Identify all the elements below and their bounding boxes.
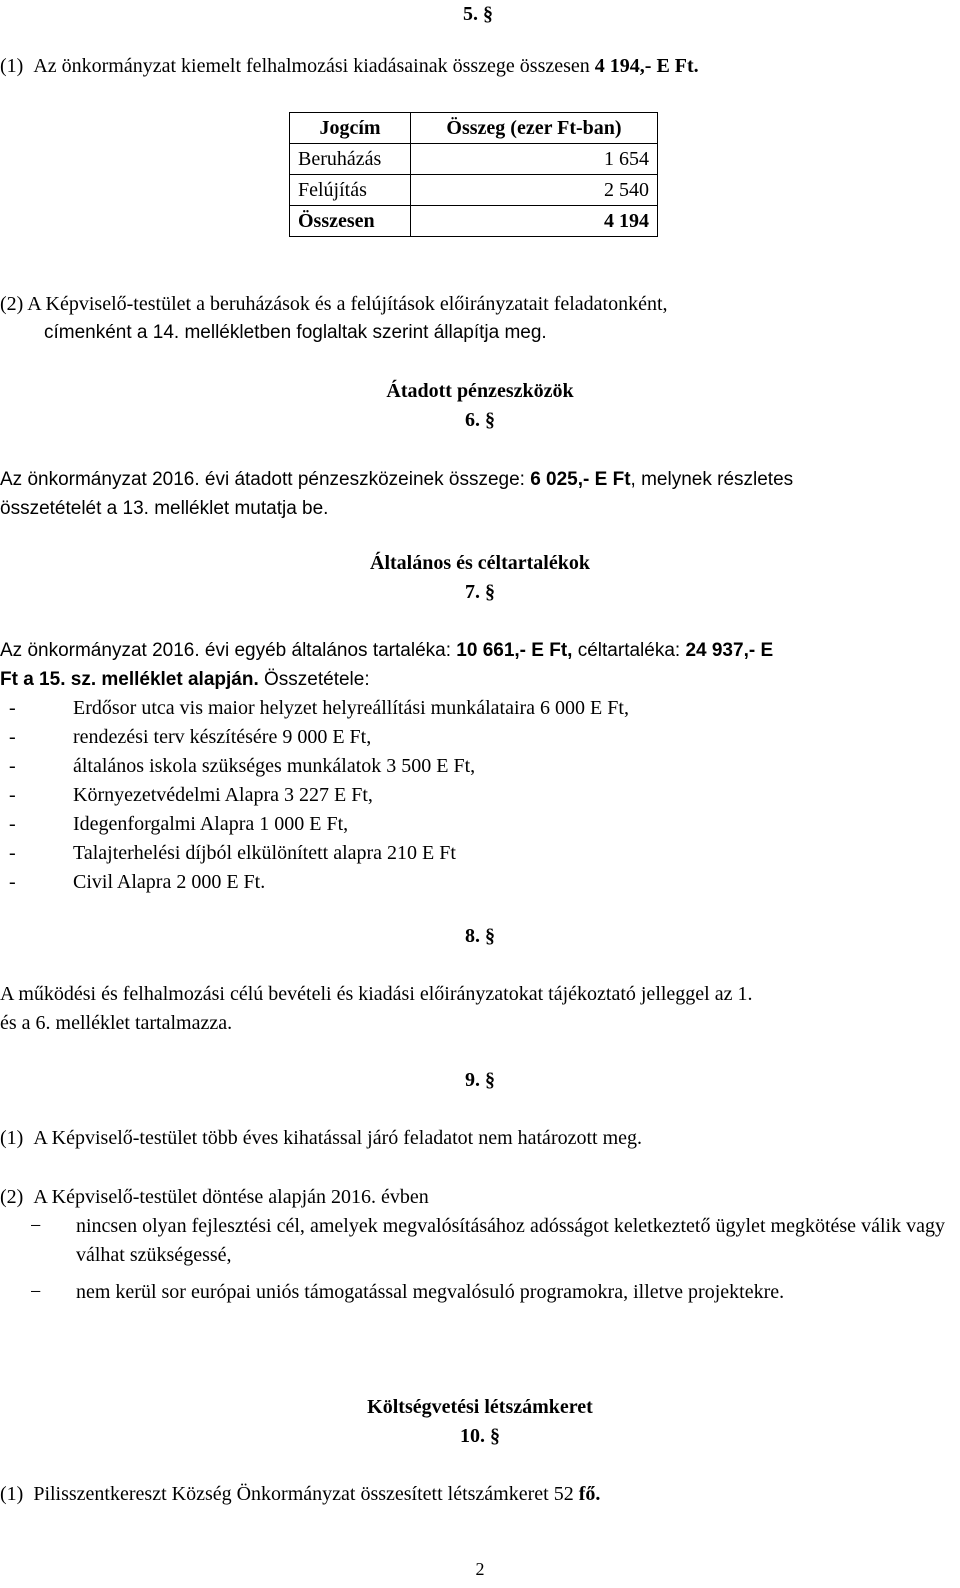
table-cell-total-label: Összesen	[290, 206, 411, 237]
section-6-text: Az önkormányzat 2016. évi átadott pénzeszközeinek összege:	[0, 469, 531, 490]
section-7-annex-ref: Ft a 15. sz. melléklet alapján.	[0, 669, 259, 690]
section-9-heading: 9. §	[465, 1069, 495, 1091]
table-cell-value: 1 654	[411, 144, 658, 175]
section-7-target-reserve: 24 937,- E	[685, 640, 774, 661]
list-item-text: rendezési terv készítésére 9 000 E Ft,	[73, 726, 372, 748]
section-6-line-2: összetételét a 13. melléklet mutatja be.	[0, 498, 329, 519]
list-dash: -	[9, 842, 16, 864]
section-5-paragraph-2-line-2: címenként a 14. mellékletben foglaltak szerint állapítja meg.	[44, 322, 547, 343]
table-cell-label: Beruházás	[290, 144, 411, 175]
section-8-line-1: A működési és felhalmozási célú bevételi és kiadási előirányzatokat tájékoztató jelleggel az 1.	[0, 983, 753, 1005]
expenditure-table	[289, 112, 658, 237]
section-5-p1-amount: 4 194,- E Ft.	[594, 55, 699, 77]
section-10-unit: fő.	[578, 1483, 601, 1505]
section-9-bullet-1-text: nincsen olyan fejlesztési cél, amelyek megvalósításához adósságot keletkeztető ügylet megkötése válik vagy válhat szükségessé,	[76, 1215, 945, 1266]
table-row	[290, 144, 658, 175]
list-dash: -	[9, 726, 16, 748]
section-9-bullet-2-text: nem kerül sor európai uniós támogatással megvalósuló programokra, illetve projektekre.	[76, 1281, 785, 1303]
section-7-line-2	[0, 665, 370, 694]
section-8-heading: 8. §	[465, 925, 495, 947]
list-item-text: Környezetvédelmi Alapra 3 227 E Ft,	[73, 784, 373, 806]
section-7-text-c: céltartaléka:	[572, 640, 686, 661]
list-item-text: általános iskola szükséges munkálatok 3 500 E Ft,	[73, 755, 476, 777]
table-total-row	[290, 206, 658, 237]
table-cell-total-value: 4 194	[411, 206, 658, 237]
section-5-paragraph-2-line-1: (2) A Képviselő-testület a beruházások és a felújítások előirányzatait feladatonként,	[0, 293, 668, 315]
section-5-heading: 5. §	[463, 3, 493, 25]
list-dash: -	[9, 697, 16, 719]
section-8-line-2: és a 6. melléklet tartalmazza.	[0, 1012, 233, 1034]
table-header-jogcim: Jogcím	[290, 113, 411, 144]
list-dash: -	[9, 871, 16, 893]
section-6-line-1	[0, 465, 793, 494]
table-cell-value: 2 540	[411, 175, 658, 206]
table-row	[290, 175, 658, 206]
section-9-bullet-2-marker: −	[30, 1281, 42, 1303]
section-7-line-1	[0, 636, 773, 665]
section-9-bullet-1-marker: −	[30, 1215, 42, 1237]
section-7-general-reserve: 10 661,- E Ft,	[456, 640, 573, 661]
section-9-paragraph-2: (2) A Képviselő-testület döntése alapján 2016. évben	[0, 1186, 429, 1208]
table-header-osszeg: Összeg (ezer Ft-ban)	[411, 113, 658, 144]
table-cell-label: Felújítás	[290, 175, 411, 206]
section-7-composition-label: Összetétele:	[258, 669, 370, 690]
list-dash: -	[9, 784, 16, 806]
list-item-text: Talajterhelési díjból elkülönített alapra 210 E Ft	[73, 842, 456, 864]
section-9-paragraph-1: (1) A Képviselő-testület több éves kihatással járó feladatot nem határozott meg.	[0, 1127, 643, 1149]
list-dash: -	[9, 755, 16, 777]
section-7-heading: 7. §	[465, 581, 495, 603]
section-6-text-suffix: , melynek részletes	[630, 469, 794, 490]
section-7-title: Általános és céltartalékok	[370, 552, 590, 574]
section-10-title: Költségvetési létszámkeret	[367, 1396, 593, 1418]
section-10-heading: 10. §	[460, 1425, 500, 1447]
section-10-text: (1) Pilisszentkereszt Község Önkormányzat összesített létszámkeret 52	[0, 1483, 579, 1505]
section-6-title: Átadott pénzeszközök	[386, 380, 574, 402]
section-6-heading: 6. §	[465, 409, 495, 431]
list-item-text: Idegenforgalmi Alapra 1 000 E Ft,	[73, 813, 349, 835]
list-item-text: Erdősor utca vis maior helyzet helyreállítási munkálataira 6 000 E Ft,	[73, 697, 629, 719]
page-number: 2	[475, 1559, 485, 1579]
section-5-p1-text: (1) Az önkormányzat kiemelt felhalmozási kiadásainak összege összesen	[0, 55, 595, 77]
section-7-text-a: Az önkormányzat 2016. évi egyéb általános tartaléka:	[0, 640, 457, 661]
list-dash: -	[9, 813, 16, 835]
table-header-row	[290, 113, 658, 144]
list-item-text: Civil Alapra 2 000 E Ft.	[73, 871, 266, 893]
section-10-paragraph-1	[0, 1480, 600, 1509]
section-6-amount: 6 025,- E Ft	[530, 469, 631, 490]
section-5-paragraph-1	[0, 52, 699, 81]
